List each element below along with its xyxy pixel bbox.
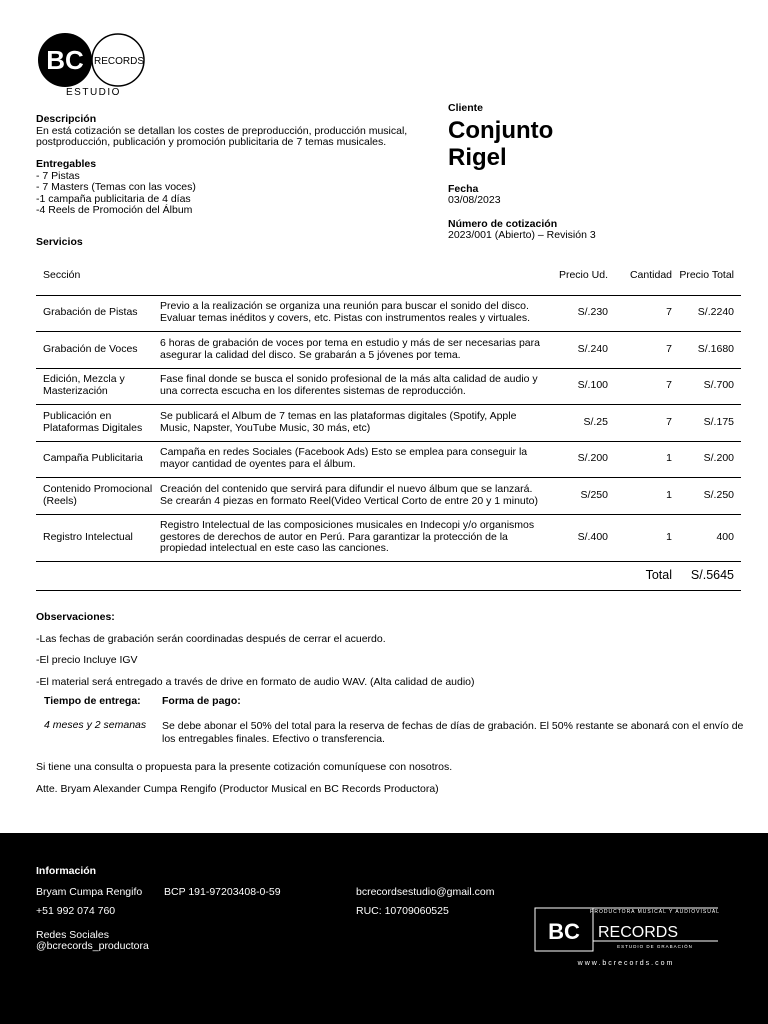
client-section <box>448 103 748 242</box>
row-description: Campaña en redes Sociales (Facebook Ads) Esto se emplea para conseguir la mayor cantidad de oyentes para el álbum. <box>160 441 550 477</box>
table-row <box>36 295 741 331</box>
services-table <box>36 258 741 591</box>
delivery-time-label: Tiempo de entrega: <box>44 695 141 707</box>
description-section <box>36 114 416 149</box>
observation-item: -El material será entregado a través de drive en formato de audio WAV. (Alta calidad de audio) <box>36 675 475 688</box>
row-unit-price: S/.230 <box>550 295 608 331</box>
row-section: Grabación de Voces <box>36 331 160 368</box>
table-row <box>36 404 741 441</box>
header-quantity: Cantidad <box>608 258 672 295</box>
footer-logo-records: RECORDS <box>598 924 679 941</box>
deliverable-item: -4 Reels de Promoción del Álbum <box>36 204 193 217</box>
row-total: S/.2240 <box>672 295 741 331</box>
observations-title: Observaciones: <box>36 611 115 623</box>
description-text: En está cotización se detallan los costes de preproducción, producción musical, postproducción, publicación y promoción publicitaria de 7 temas musicales. <box>36 124 408 149</box>
footer-website: www.bcrecords.com <box>577 960 675 967</box>
row-section: Campaña Publicitaria <box>36 441 160 477</box>
observation-item: -Las fechas de grabación serán coordinadas después de cerrar el acuerdo. <box>36 632 386 645</box>
row-unit-price: S/.100 <box>550 368 608 404</box>
row-total: S/.700 <box>672 368 741 404</box>
row-description: Se publicará el Album de 7 temas en las plataformas digitales (Spotify, Apple Music, Napster, YouTube Music, 30 más, etc) <box>160 404 550 441</box>
header-total: Precio Total <box>672 258 741 295</box>
footer-logo-sub: ESTUDIO DE GRABACIÓN <box>617 944 693 949</box>
deliverables-title: Entregables <box>36 158 97 170</box>
date-value: 03/08/2023 <box>448 194 501 207</box>
total-value: S/.5645 <box>672 561 741 590</box>
observations-section <box>36 612 736 698</box>
row-description: Fase final donde se busca el sonido profesional de la más alta calidad de audio y una correcta escucha en los diferentes sistemas de reproducción. <box>160 368 550 404</box>
logo-estudio-text: ESTUDIO <box>66 87 121 98</box>
closing-section <box>36 762 736 805</box>
payment-method-label: Forma de pago: <box>162 695 241 707</box>
header-unit-price: Precio Ud. <box>550 258 608 295</box>
row-description: Creación del contenido que servirá para difundir el nuevo álbum que se lanzará. Se crearán 4 piezas en formato Reel(Video Vertical Corto de entre 20 y 1 minuto) <box>160 477 550 514</box>
row-unit-price: S/.240 <box>550 331 608 368</box>
row-quantity: 1 <box>608 514 672 561</box>
footer-bank-account: BCP 191-97203408-0-59 <box>164 886 281 898</box>
logo-bc-text: BC <box>46 45 84 75</box>
signature-text: Atte. Bryam Alexander Cumpa Rengifo (Productor Musical en BC Records Productora) <box>36 782 439 795</box>
quote-number-label: Número de cotización <box>448 217 558 230</box>
row-quantity: 1 <box>608 441 672 477</box>
footer-logo-bc: BC <box>548 919 580 944</box>
row-description: 6 horas de grabación de voces por tema en estudio y más de ser necesarias para asegurar la calidad del disco. Se grabarán a 5 jóvenes por tema. <box>160 331 550 368</box>
header-section: Sección <box>36 258 160 295</box>
deliverables-section <box>36 159 416 217</box>
description-title: Descripción <box>36 113 97 125</box>
footer-name: Bryam Cumpa Rengifo <box>36 886 143 898</box>
footer-social-label: Redes Sociales <box>36 929 109 941</box>
row-total: S/.1680 <box>672 331 741 368</box>
quote-number-value: 2023/001 (Abierto) – Revisión 3 <box>448 229 596 242</box>
row-quantity: 7 <box>608 331 672 368</box>
row-section: Grabación de Pistas <box>36 295 160 331</box>
footer-title: Información <box>36 865 97 877</box>
row-total: S/.175 <box>672 404 741 441</box>
deliverable-item: - 7 Pistas <box>36 169 80 182</box>
date-label: Fecha <box>448 182 479 195</box>
row-description: Previo a la realización se organiza una reunión para buscar el sonido del disco. Evaluar temas inéditos y covers, etc. Pistas con instrumentos reales y virtuales. <box>160 295 550 331</box>
row-section: Contenido Promocional (Reels) <box>36 477 160 514</box>
row-section: Publicación en Plataformas Digitales <box>36 404 160 441</box>
payment-method-value: Se debe abonar el 50% del total para la reserva de fechas de días de grabación. El 50% restante se abonará con el envío de los entregables finales. Efectivo o transferencia. <box>162 719 744 746</box>
delivery-time-value: 4 meses y 2 semanas <box>44 718 147 731</box>
logo-records-text: RECORDS <box>93 56 145 67</box>
row-quantity: 7 <box>608 295 672 331</box>
client-name: Conjunto Rigel <box>448 116 554 172</box>
row-total: S/.250 <box>672 477 741 514</box>
footer-social-handle[interactable]: @bcrecords_productora <box>36 940 149 952</box>
footer-email[interactable]: bcrecordsestudio@gmail.com <box>356 886 495 898</box>
row-total: S/.200 <box>672 441 741 477</box>
row-quantity: 1 <box>608 477 672 514</box>
table-row <box>36 514 741 561</box>
terms-section <box>44 696 744 747</box>
deliverable-item: - 7 Masters (Temas con las voces) <box>36 181 196 194</box>
footer <box>0 833 768 1024</box>
footer-phone[interactable]: +51 992 074 760 <box>36 905 116 917</box>
row-description: Registro Intelectual de las composiciones musicales en Indecopi y/o organismos gestores de derechos de autor en Perú. Para garantizar la protección de la propiedad intelectual en este caso las canciones. <box>160 514 550 561</box>
row-total: 400 <box>672 514 741 561</box>
row-quantity: 7 <box>608 404 672 441</box>
company-logo <box>36 31 148 101</box>
client-label: Cliente <box>448 102 484 114</box>
total-row <box>36 561 741 590</box>
table-header-row <box>36 258 741 295</box>
table-row <box>36 441 741 477</box>
inquiry-text: Si tiene una consulta o propuesta para la presente cotización comuníquese con nosotros. <box>36 761 453 773</box>
table-row <box>36 477 741 514</box>
total-label: Total <box>608 561 672 590</box>
services-title: Servicios <box>36 236 83 248</box>
footer-bc-records-logo <box>534 906 720 970</box>
row-unit-price: S/250 <box>550 477 608 514</box>
row-unit-price: S/.200 <box>550 441 608 477</box>
bc-records-logo-mark <box>36 31 148 91</box>
row-unit-price: S/.400 <box>550 514 608 561</box>
footer-ruc: RUC: 10709060525 <box>356 905 449 917</box>
header-description <box>160 258 550 295</box>
observation-item: -El precio Incluye IGV <box>36 654 138 667</box>
row-section: Registro Intelectual <box>36 514 160 561</box>
footer-logo-tagline: PRODUCTORA MUSICAL Y AUDIOVISUAL <box>590 909 720 915</box>
row-quantity: 7 <box>608 368 672 404</box>
deliverable-item: -1 campaña publicitaria de 4 días <box>36 192 191 205</box>
table-row <box>36 368 741 404</box>
row-unit-price: S/.25 <box>550 404 608 441</box>
table-row <box>36 331 741 368</box>
row-section: Edición, Mezcla y Masterización <box>36 368 160 404</box>
